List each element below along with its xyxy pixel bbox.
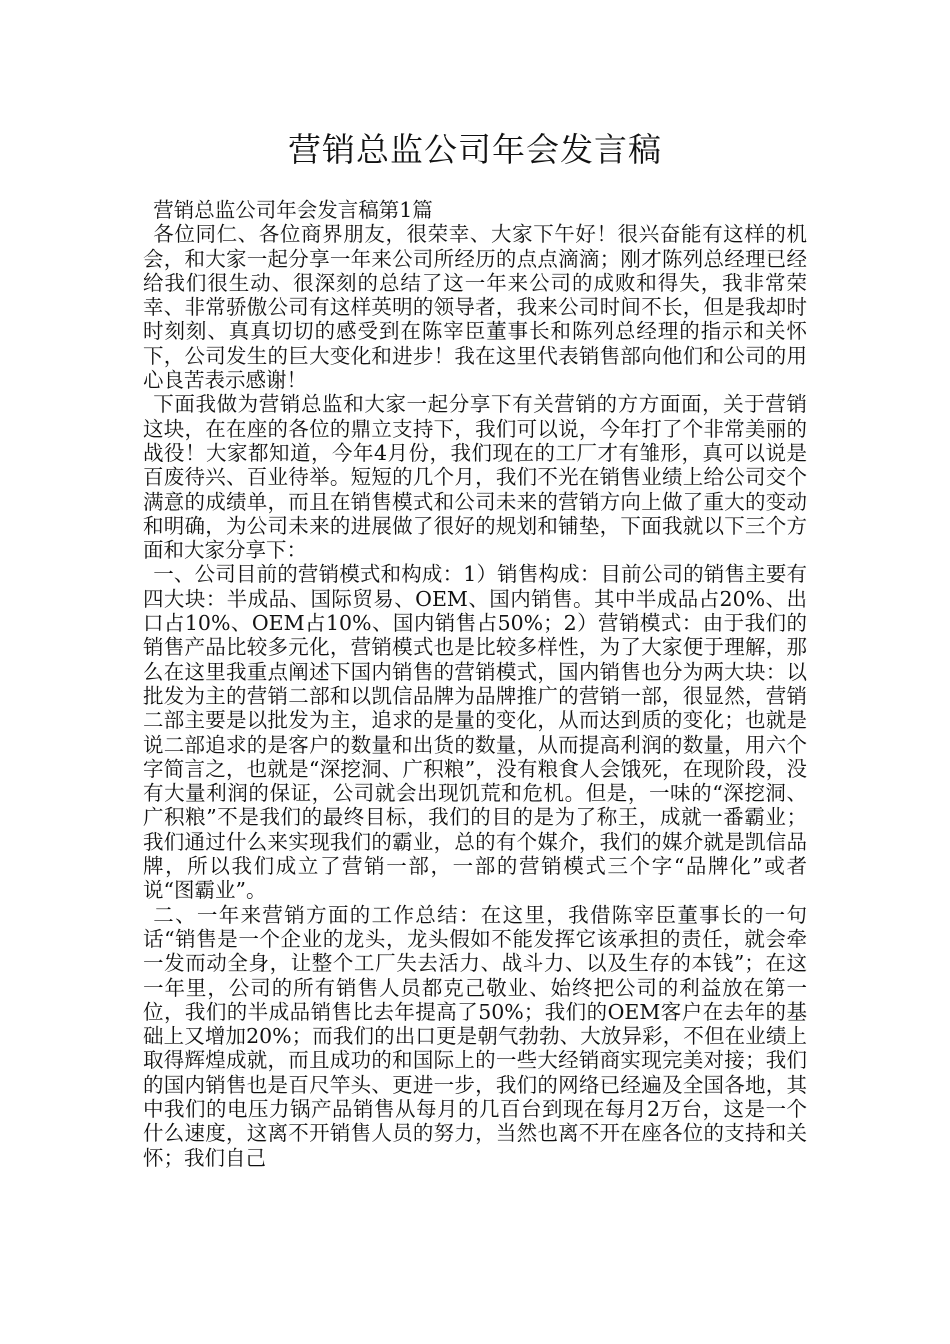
document-body xyxy=(143,198,807,1223)
paragraph: 一、公司目前的营销模式和构成：1）销售构成：目前公司的销售主要有四大块：半成品、国际贸易、OEM、国内销售。其中半成品占20%、出口占10%、OEM占10%、国内销售占50%；2）营销模式：由于我们的销售产品比较多元化，营销模式也是比较多样性，为了大家便于理解，那么在这里我重点阐述下国内销售的营销模式，国内销售也分为两大块：以批发为主的营销二部和以凯信品牌为品牌推广的营销一部，很显然，营销二部主要是以批发为主，追求的是量的变化，从而达到质的变化；也就是说二部追求的是客户的数量和出货的数量，从而提高利润的数量，用六个字简言之，也就是“深挖洞、广积粮”，没有粮食人会饿死，在现阶段，没有大量利润的保证，公司就会出现饥荒和危机。但是，一味的“深挖洞、广积粮”不是我们的最终目标，我们的目的是为了称王，成就一番霸业；我们通过什么来实现我们的霸业，总的有个媒介，我们的媒介就是凯信品牌，所以我们成立了营销一部，一部的营销模式三个字“品牌化”或者说“图霸业”。 xyxy=(143,562,807,903)
paragraph: 下面我做为营销总监和大家一起分享下有关营销的方方面面，关于营销这块，在在座的各位的鼎立支持下，我们可以说，今年打了个非常美丽的战役！大家都知道，今年4月份，我们现在的工厂才有雏形，真可以说是百废待兴、百业待举。短短的几个月，我们不光在销售业绩上给公司交个满意的成绩单，而且在销售模式和公司未来的营销方向上做了重大的变动和明确，为公司未来的进展做了很好的规划和铺垫，下面我就以下三个方面和大家分享下： xyxy=(143,392,807,563)
paragraph: 各位同仁、各位商界朋友，很荣幸、大家下午好！很兴奋能有这样的机会，和大家一起分享一年来公司所经历的点点滴滴；刚才陈列总经理已经给我们很生动、很深刻的总结了这一年来公司的成败和得失，我非常荣幸、非常骄傲公司有这样英明的领导者，我来公司时间不长，但是我却时时刻刻、真真切切的感受到在陈宰臣董事长和陈列总经理的指示和关怀下，公司发生的巨大变化和进步！我在这里代表销售部向他们和公司的用心良苦表示感谢！ xyxy=(143,222,807,393)
paragraph: 二、一年来营销方面的工作总结：在这里，我借陈宰臣董事长的一句话“销售是一个企业的龙头，龙头假如不能发挥它该承担的责任，就会牵一发而动全身，让整个工厂失去活力、战斗力、以及生存的本钱”；在这一年里，公司的所有销售人员都克己敬业、始终把公司的利益放在第一位，我们的半成品销售比去年提高了50%；我们的OEM客户在去年的基础上又增加20%；而我们的出口更是朝气勃勃、大放异彩，不但在业绩上取得辉煌成就，而且成功的和国际上的一些大经销商实现完美对接；我们的国内销售也是百尺竿头、更进一步，我们的网络已经遍及全国各地，其中我们的电压力锅产品销售从每月的几百台到现在每月2万台，这是一个什么速度，这离不开销售人员的努力，当然也离不开在座各位的支持和关怀；我们自己 xyxy=(143,902,807,1170)
page-title: 营销总监公司年会发言稿 xyxy=(288,130,662,169)
section-heading: 营销总监公司年会发言稿第1篇 xyxy=(153,198,433,222)
